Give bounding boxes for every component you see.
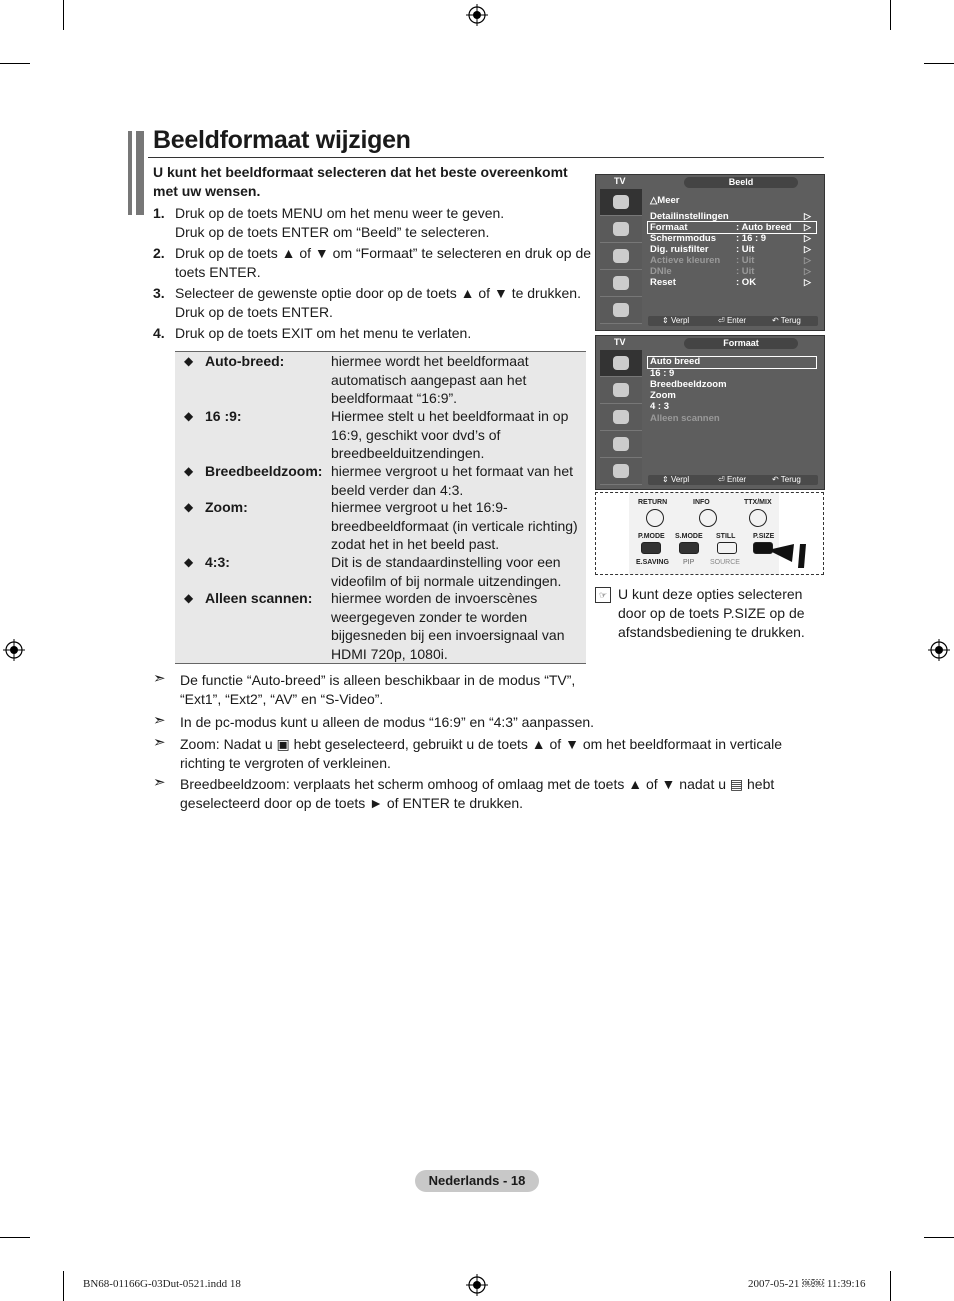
footer-move-label: Verpl [670,316,690,325]
picture-icon[interactable] [600,350,642,377]
input-icon[interactable] [600,297,642,324]
note-arrow-icon: ➣ [153,670,166,687]
page-number: Nederlands - 18 [415,1170,539,1192]
remote-control-illustration [595,492,824,575]
triangle-right-icon: ▷ [804,255,811,265]
footer-enter-label: Enter [726,316,747,325]
step-text: Selecteer de gewenste optie door op de toets ▲ of ▼ te drukken. [175,285,581,301]
crop-mark [924,1237,954,1238]
step-number: 1. [153,205,165,221]
note-text: Zoom: Nadat u ▣ hebt geselecteerd, gebruikt u de toets ▲ of ▼ om het beeldformaat in verticale richting te vergroten of verkleinen. [180,736,783,771]
menu-item-value: : 16 : 9 [736,233,767,244]
title-accent-bar [128,131,144,215]
menu-item-label: Formaat [650,222,688,233]
tv-menu-screen-formaat [595,335,825,490]
menu-sidebar [600,189,642,323]
menu-item-value: : Uit [736,244,755,255]
options-table [175,351,586,664]
p-mode-button[interactable] [641,542,661,554]
menu-item-label: DNIe [650,266,672,277]
step-item [153,204,593,241]
crop-mark [0,1237,30,1238]
still-button[interactable] [717,542,737,554]
note-text: Breedbeeldzoom: verplaats het scherm omhoog of omlaag met de toets ▲ of ▼ nadat u ▤ hebt geselecteerd door op de toets ► of ENTER te drukken. [180,776,775,811]
s-mode-button[interactable] [679,542,699,554]
option-description: hiermee wordt het beeldformaat automatisch aangepast aan het beeldformaat “16:9”. [331,353,529,406]
intro-text: U kunt het beeldformaat selecteren dat het beste overeenkomt met uw wensen. [153,164,568,199]
option-description: Hiermee stelt u het beeldformaat in op 16:9, geschikt voor dvd’s of breedbeelduitzendingen. [331,408,569,461]
remote-label: SOURCE [710,559,740,566]
footer-enter: ⏎ Enter [718,475,747,484]
sound-icon[interactable] [600,216,642,243]
setup-icon[interactable] [600,431,642,458]
selection-highlight [647,221,817,234]
menu-item-value: : Auto breed [736,222,792,233]
registration-mark-icon [3,639,25,661]
format-option[interactable]: 16 : 9 [650,368,675,379]
pointing-hand-icon [766,540,816,572]
remote-label: TTX/MIX [744,499,772,506]
note-text: De functie “Auto-breed” is alleen beschikbaar in de modus “TV”, “Ext1”, “Ext2”, “AV” en “S-Video”. [180,672,576,707]
menu-item-value: : OK [736,277,757,288]
menu-item-label: Dig. ruisfilter [650,244,709,255]
format-option-selected[interactable]: Auto breed [650,356,701,367]
footer-return: ↶ Terug [772,316,801,325]
menu-item-label: Schermmodus [650,233,716,244]
crop-mark [0,63,30,64]
footer-move-label: Verpl [670,475,690,484]
picture-icon[interactable] [600,189,642,216]
menu-footer [648,316,818,326]
note-item [153,775,813,813]
note-arrow-icon: ➣ [153,774,166,791]
crop-mark [63,1271,64,1301]
step-text: Druk op de toets EXIT om het menu te verlaten. [175,325,472,341]
triangle-right-icon: ▷ [804,233,811,243]
note-arrow-icon: ➣ [153,734,166,751]
tv-label: TV [614,337,626,347]
crop-mark [890,0,891,30]
menu-item-disabled [650,266,811,277]
return-button[interactable] [646,509,664,527]
remote-label: S.MODE [675,533,703,540]
registration-mark-icon [466,1274,488,1296]
remote-label: P.SIZE [753,533,775,540]
menu-item-label: Detailinstellingen [650,211,729,222]
file-slug: BN68-01166G-03Dut-0521.indd 18 [83,1278,241,1290]
footer-return: ↶ Terug [772,475,801,484]
option-description: hiermee worden de invoerscènes weergegeven zonder te worden bijgesneden bij een invoersignaal van HDMI 720p, 1080i. [331,590,565,662]
selection-highlight [647,356,817,369]
triangle-right-icon: ▷ [804,211,811,221]
step-item [153,284,593,321]
setup-icon[interactable] [600,270,642,297]
remote-label: INFO [693,499,710,506]
option-term: Auto-breed: [205,353,285,369]
menu-item-label: Actieve kleuren [650,255,721,266]
diamond-bullet-icon: ◆ [184,591,194,605]
side-note-text: U kunt deze opties selecteren door op de toets P.SIZE op de afstandsbediening te drukken. [618,586,805,640]
option-term: Zoom: [205,499,248,515]
page-title: Beeldformaat wijzigen [153,126,411,154]
menu-item[interactable] [650,233,811,244]
menu-item[interactable] [650,244,811,255]
remote-label: PIP [683,559,695,566]
title-divider [148,157,824,158]
footer-return-label: Terug [780,475,801,484]
registration-mark-icon [466,4,488,26]
menu-item-value: : Uit [736,255,755,266]
option-description: Dit is de standaardinstelling voor een videofilm of bij normale uitzendingen. [331,554,562,589]
format-option[interactable]: Zoom [650,390,676,401]
date-slug: 2007-05-21 ￼￼ 11:39:16 [748,1278,866,1290]
input-icon[interactable] [600,458,642,485]
ttx-mix-button[interactable] [749,509,767,527]
footer-move: ⇕ Verpl [662,316,690,325]
note-arrow-icon: ➣ [153,712,166,729]
tv-menu-screen-beeld [595,174,825,331]
footer-move: ⇕ Verpl [662,475,690,484]
steps-list [153,204,593,346]
channel-icon[interactable] [600,404,642,431]
remote-label: E.SAVING [636,559,669,566]
note-item [153,735,813,773]
step-text: Druk op de toets MENU om het menu weer te geven. [175,205,505,221]
step-number: 3. [153,285,165,301]
registration-mark-icon [928,639,950,661]
format-option[interactable]: 4 : 3 [650,401,670,412]
note-item [153,713,813,732]
menu-item[interactable] [650,277,811,288]
menu-item-value: : Uit [736,266,755,277]
option-term: 16 :9: [205,408,242,424]
step-item [153,324,593,343]
menu-sidebar [600,350,642,484]
option-term: Breedbeeldzoom: [205,463,323,479]
format-option-disabled: Alleen scannen [650,413,720,424]
step-number: 4. [153,325,165,341]
footer-enter-label: Enter [726,475,747,484]
crop-mark [890,1271,891,1301]
channel-icon[interactable] [600,243,642,270]
triangle-right-icon: ▷ [804,277,811,287]
format-option[interactable]: Breedbeeldzoom [650,379,727,390]
footer-enter: ⏎ Enter [718,316,747,325]
footer-return-label: Terug [780,316,801,325]
step-item [153,244,593,281]
step-number: 2. [153,245,165,261]
diamond-bullet-icon: ◆ [184,555,194,569]
step-text: Druk op de toets ENTER. [175,303,333,320]
diamond-bullet-icon: ◆ [184,500,194,514]
remote-label: RETURN [638,499,668,506]
option-description: hiermee vergroot u het formaat van het beeld verder dan 4:3. [331,463,574,498]
remote-label: P.MODE [638,533,665,540]
hand-note-icon: ☞ [595,587,611,603]
menu-more[interactable]: △Meer [650,195,680,206]
crop-mark [924,63,954,64]
note-item [153,671,593,709]
menu-footer [648,475,818,485]
option-term: 4:3: [205,554,230,570]
remote-label: STILL [716,533,736,540]
step-text: Druk op de toets ▲ of ▼ om “Formaat” te selecteren en druk op de toets ENTER. [175,245,592,280]
diamond-bullet-icon: ◆ [184,464,194,478]
tv-label: TV [614,176,626,186]
menu-item-label: Reset [650,277,676,288]
option-description: hiermee vergroot u het 16:9-breedbeeldformaat (in verticale richting) zodat het in het beeld past. [331,499,578,552]
triangle-right-icon: ▷ [804,222,811,232]
menu-header: Formaat [684,338,798,349]
option-term: Alleen scannen: [205,590,313,606]
diamond-bullet-icon: ◆ [184,409,194,423]
info-button[interactable] [699,509,717,527]
menu-header: Beeld [684,177,798,188]
sound-icon[interactable] [600,377,642,404]
triangle-right-icon: ▷ [804,266,811,276]
step-text: Druk op de toets ENTER om “Beeld” te selecteren. [175,223,490,240]
crop-mark [63,0,64,30]
diamond-bullet-icon: ◆ [184,354,194,368]
triangle-right-icon: ▷ [804,244,811,254]
menu-item-disabled [650,255,811,266]
note-text: In de pc-modus kunt u alleen de modus “16:9” en “4:3” aanpassen. [180,714,595,730]
